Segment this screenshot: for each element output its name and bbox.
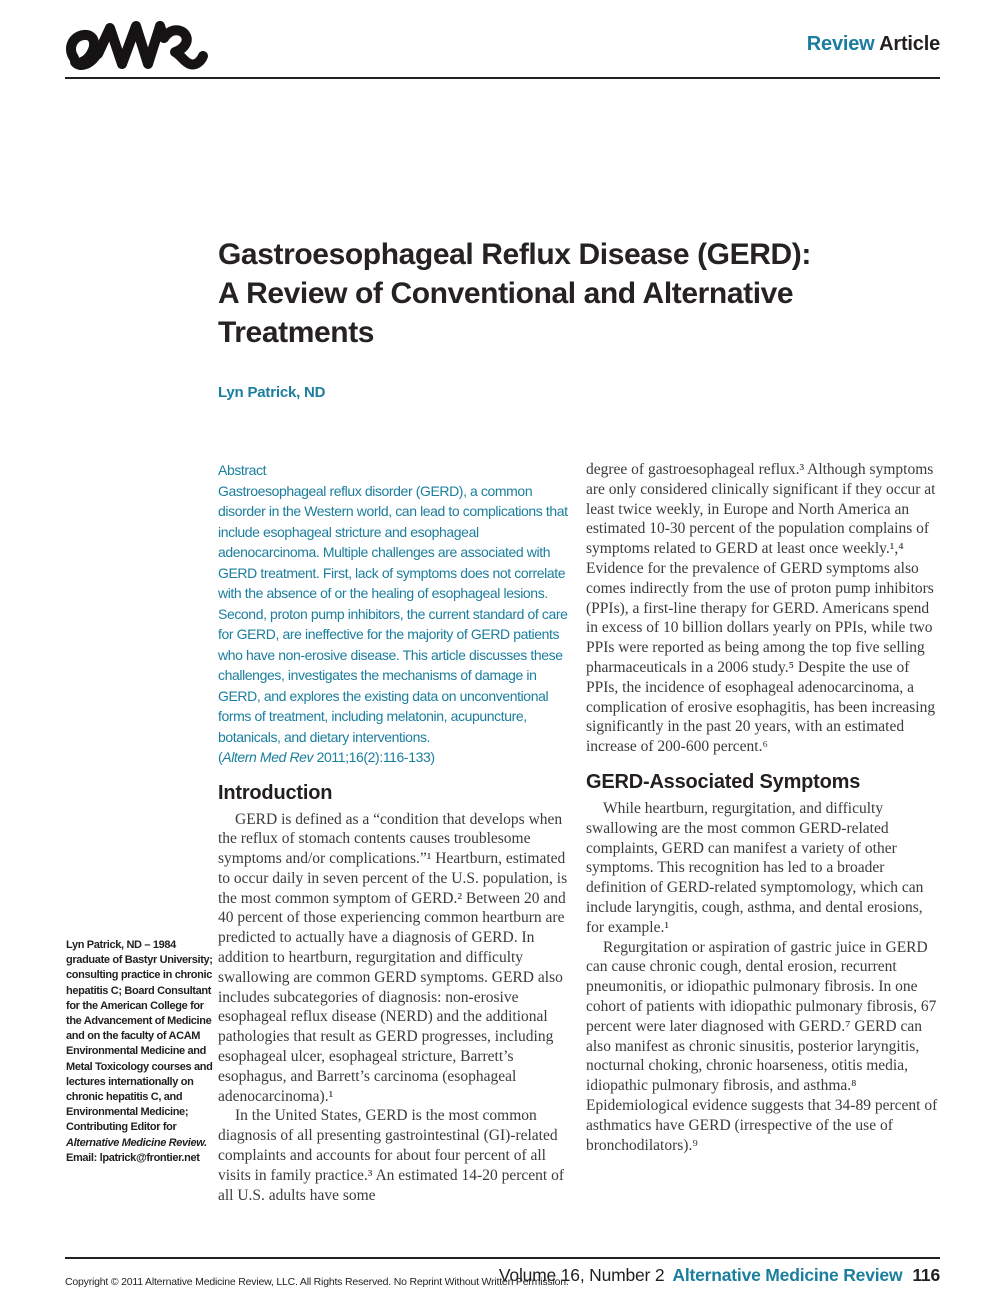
article-title bbox=[218, 235, 928, 352]
amr-logo bbox=[60, 12, 245, 78]
citation-journal-abbrev: Altern Med Rev bbox=[222, 749, 314, 765]
article-columns bbox=[218, 460, 942, 1205]
page-number: 116 bbox=[912, 1265, 940, 1285]
abstract-block bbox=[218, 460, 574, 768]
article-type-label bbox=[807, 33, 940, 56]
citation-volume-pages: 2011;16(2):116-133) bbox=[313, 749, 435, 765]
gerd-symptoms-paragraph-1: While heartburn, regurgitation, and difficulty swallowing are the most common GERD-related complaints, GERD can manifest a variety of other symptoms. This recognition has led to a broader definition of GERD-related symptomology, which can include laryngitis, cough, asthma, and dental erosions, for example.¹ bbox=[586, 799, 924, 936]
footer-rule bbox=[65, 1257, 940, 1259]
abstract-heading: Abstract bbox=[218, 462, 267, 478]
gerd-symptoms-paragraph-2: Regurgitation or aspiration of gastric juice in GERD can cause chronic cough, dental erosion, recurrent pneumonitis, or idiopathic pulmonary fibrosis. In one cohort of patients with idiopathic pulmonary fibrosis, 67 percent were later diagnosed with GERD.⁷ GERD can also manifest as chronic sinusitis, posterior laryngitis, nocturnal choking, chronic hoarseness, otitis media, idiopathic pulmonary fibrosis, and asthma.⁸ Epidemiological evidence suggests that 34-89 percent of asthmatics have GERD (irrespective of the use of bronchodilators).⁹ bbox=[586, 938, 938, 1154]
journal-name: Alternative Medicine Review bbox=[672, 1265, 903, 1285]
author-byline: Lyn Patrick, ND bbox=[218, 384, 326, 401]
title-line-3: Treatments bbox=[218, 316, 375, 349]
volume-number: Volume 16, Number 2 bbox=[498, 1265, 665, 1285]
section-heading-gerd-symptoms: GERD-Associated Symptoms bbox=[586, 770, 861, 793]
left-column bbox=[218, 460, 574, 1205]
title-line-1: Gastroesophageal Reflux Disease (GERD): bbox=[218, 238, 811, 271]
author-bio-journal-italic: Alternative Medicine Review. bbox=[66, 1136, 207, 1149]
copyright-notice: Copyright © 2011 Alternative Medicine Review, LLC. All Rights Reserved. No Reprint Without Written Permission. bbox=[65, 1276, 569, 1288]
section-heading-introduction: Introduction bbox=[218, 781, 333, 804]
author-bio-text: Lyn Patrick, ND – 1984 graduate of Bastyr University; consulting practice in chronic hepatitis C; Board Consultant for the American College for the Advancement of Medicine and on the faculty of ACAM Environmental Medicine and Metal Toxicology courses and lectures internationally on chronic hepatitis C, and Environmental Medicine; Contributing Editor for bbox=[66, 939, 213, 1134]
citation-open-paren: ( bbox=[218, 749, 223, 765]
header-rule bbox=[65, 77, 940, 79]
title-line-2: A Review of Conventional and Alternative bbox=[218, 277, 794, 310]
author-bio bbox=[66, 938, 214, 1166]
abstract-body: Gastroesophageal reflux disorder (GERD), a common disorder in the Western world, can lead to complications that include esophageal stricture and esophageal adenocarcinoma. Multiple challenges are associated with GERD treatment. First, lack of symptoms does not correlate with the absence of or the healing of esophageal lesions. Second, proton pump inhibitors, the current standard of care for GERD, are ineffective for the majority of GERD patients who have non-erosive disease. This article discusses these challenges, investigates the mechanisms of damage in GERD, and explores the existing data on unconventional forms of treatment, including melatonin, acupuncture, botanicals, and dietary interventions. bbox=[218, 482, 568, 745]
intro-paragraph-2-continued: degree of gastroesophageal reflux.³ Although symptoms are only considered clinically significant if they occur at least twice weekly, in Europe and North America an estimated 10-30 percent of the population complains of symptoms related to GERD at least once weekly.¹,⁴ Evidence for the prevalence of GERD symptoms also comes indirectly from the use of proton pump inhibitors (PPIs), a first-line therapy for GERD. Americans spend in excess of 10 billion dollars yearly on PPIs, while two PPIs were reported as being among the top five selling pharmaceuticals in a 2006 study.⁵ Despite the use of PPIs, the incidence of esophageal adenocarcinoma, a complication of erosive esophagitis, has been increasing significantly in the past 20 years, with an estimated increase of 200-600 percent.⁶ bbox=[586, 461, 936, 756]
intro-paragraph-2: In the United States, GERD is the most common diagnosis of all presenting gastrointestinal (GI)-related complaints and accounts for about four percent of all visits in family practice.³ An estimated 14-20 percent of all U.S. adults have some bbox=[218, 1107, 564, 1204]
author-bio-email: Email: lpatrick@frontier.net bbox=[66, 1151, 200, 1164]
abstract-citation bbox=[218, 747, 574, 768]
article-label: Article bbox=[879, 33, 940, 55]
right-column bbox=[586, 460, 942, 1205]
review-label: Review bbox=[806, 33, 875, 55]
intro-paragraph-1: GERD is defined as a “condition that develops when the reflux of stomach contents causes troublesome symptoms and/or complications.”¹ Heartburn, estimated to occur daily in seven percent of the U.S. population, is the most common symptom of GERD.² Between 20 and 40 percent of those experiencing common heartburn are predicted to actually have a diagnosis of GERD. In addition to heartburn, regurgitation and difficulty swallowing are common GERD symptoms. GERD also includes subcategories of diagnosis: non-erosive esophageal reflux disease (NERD) and the additional pathologies that result as GERD progresses, including esophageal ulcer, esophageal stricture, Barrett’s esophagus, and Barrett’s carcinoma (esophageal adenocarcinoma).¹ bbox=[218, 810, 568, 1105]
footer-journal-info bbox=[499, 1265, 940, 1286]
